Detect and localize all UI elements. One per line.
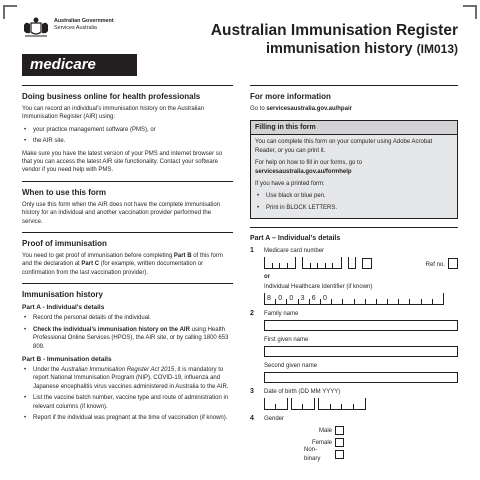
- government-wordmark: [54, 18, 114, 32]
- dob-label: Date of birth (DD MM YYYY): [264, 389, 341, 396]
- paragraph: If you have a printed form:: [255, 181, 325, 188]
- list-item: • Report if the individual was pregnant at the time of vaccination (if known).: [22, 414, 233, 422]
- filling-in-this-form-box: [250, 120, 458, 219]
- list-item: • the AIR site.: [22, 137, 233, 145]
- checkbox[interactable]: [335, 450, 344, 459]
- text: You need to get proof of immunisation before completing: [22, 253, 174, 260]
- corner-mark-top-right: [463, 5, 477, 19]
- family-name-label: Family name: [264, 311, 299, 318]
- bullet-list: [22, 314, 233, 351]
- checkbox[interactable]: [335, 438, 344, 447]
- section-heading-when-to-use: When to use this form: [22, 187, 106, 197]
- paragraph: [255, 159, 453, 176]
- paragraph: Make sure you have the latest version of your PMS and internet browser so that you can access the latest AIR site functionality. Contact your software vendor if you need help with PMS.: [22, 150, 223, 174]
- medicare-comb-group-3[interactable]: [348, 257, 356, 269]
- text: of this form and the declaration at: [22, 253, 223, 268]
- text: Under the: [33, 366, 62, 373]
- dob-field[interactable]: [264, 398, 458, 410]
- ihi-digit: [410, 299, 421, 304]
- left-top-rule: [22, 85, 233, 86]
- option-label: Non-binary: [304, 447, 321, 462]
- ihi-digit: [343, 299, 354, 304]
- section-heading-immunisation-history: Immunisation history: [22, 290, 103, 300]
- paragraph: You can record an individual’s immunisation history on the Australian Immunisation Register (AIR) using:: [22, 106, 205, 121]
- text-bold: Part C: [81, 261, 100, 268]
- text: (for example, written documentation or confirmation from the last vaccination provider).: [22, 261, 204, 276]
- ref-no-box[interactable]: [448, 258, 458, 269]
- gender-label: Gender: [264, 416, 285, 423]
- ref-no-label: Ref no.: [425, 261, 445, 268]
- subheading-part-a: Part A - Individual’s details: [22, 304, 105, 312]
- left-column: [22, 92, 233, 426]
- section-heading-proof: Proof of immunisation: [22, 239, 107, 249]
- subheading-part-b: Part B - Immunisation details: [22, 355, 112, 363]
- text: using Health Professional Online Services (HPOS), the AIR site, or by calling 1800 653 809.: [33, 326, 229, 350]
- ihi-digit: [366, 299, 377, 304]
- medicare-comb-group-1[interactable]: [264, 257, 296, 269]
- text: , it is mandatory to report National Immunisation Program (NIP), COVID-19, influenza and Japanese encephalitis virus vaccines administered in Australia to the AIR.: [33, 366, 229, 390]
- form-title: [211, 22, 458, 58]
- divider: [22, 232, 233, 233]
- ihi-digit: [332, 299, 343, 304]
- question-number: 1: [250, 247, 254, 255]
- gender-option-non-binary[interactable]: [304, 449, 344, 460]
- option-label: Male: [318, 427, 332, 434]
- paragraph: [22, 252, 233, 277]
- ihi-digit: 0: [321, 299, 332, 304]
- section-heading-doing-business: Doing business online for health professionals: [22, 92, 201, 101]
- question-number: 2: [250, 310, 254, 318]
- ihi-label: Individual Healthcare Identifier (if known): [264, 284, 373, 291]
- ihi-digit: [388, 299, 399, 304]
- text: Go to: [250, 106, 267, 112]
- divider: [22, 283, 233, 284]
- ihi-digit: 8: [265, 299, 276, 304]
- paragraph: [250, 105, 458, 113]
- list-item: • Print in BLOCK LETTERS.: [255, 204, 453, 212]
- ihi-digit: [377, 299, 388, 304]
- divider: [22, 181, 233, 182]
- text: For help on how to fill in our forms, go to: [255, 160, 363, 167]
- dob-day[interactable]: [264, 398, 288, 410]
- divider: [250, 227, 458, 228]
- list-item: • Use black or blue pen.: [255, 192, 453, 200]
- right-column: [250, 92, 458, 461]
- bullet-list: [255, 192, 453, 212]
- right-top-rule: [250, 85, 458, 86]
- question-number: 3: [250, 388, 254, 396]
- checkbox[interactable]: [335, 426, 344, 435]
- text-italic: Australian Immunisation Register Act 2015: [61, 366, 175, 373]
- paragraph: You can complete this form on your computer using Adobe Acrobat Reader, or you can print it.: [255, 139, 433, 154]
- dob-year[interactable]: [318, 398, 366, 410]
- title-line-2: [211, 40, 458, 58]
- gov-line-1: Australian Government: [54, 18, 114, 24]
- question-number: 4: [250, 415, 254, 423]
- medicare-brand-bar: medicare: [22, 54, 137, 76]
- section-heading-more-info: For more information: [250, 92, 331, 101]
- dob-month[interactable]: [291, 398, 315, 410]
- link-formhelp[interactable]: servicesaustralia.gov.au/formhelp: [255, 168, 352, 175]
- ihi-digit: 6: [310, 299, 321, 304]
- question-1: [250, 247, 458, 305]
- ihi-digit: [422, 299, 433, 304]
- bullet-list: [22, 366, 233, 422]
- form-code: (IM013): [416, 42, 458, 56]
- ihi-digit: 3: [299, 299, 310, 304]
- ihi-digit: [399, 299, 410, 304]
- medicare-comb-group-2[interactable]: [302, 257, 342, 269]
- medicare-number-label: Medicare card number: [264, 248, 325, 255]
- option-label: Female: [311, 439, 332, 446]
- ihi-digit: 0: [287, 299, 298, 304]
- ihi-digit: [355, 299, 366, 304]
- ihi-digit: [433, 299, 443, 304]
- question-4: [250, 415, 458, 460]
- text-bold: Check the individual’s immunisation history on the AIR: [33, 326, 190, 333]
- medicare-issue-box[interactable]: [362, 258, 372, 269]
- or-label: or: [264, 274, 270, 281]
- list-item: • your practice management software (PMS), or: [22, 126, 233, 134]
- first-name-field[interactable]: [264, 346, 458, 357]
- second-name-label: Second given name: [264, 363, 318, 370]
- government-logo: [22, 16, 142, 76]
- part-a-heading: Part A – Individual’s details: [250, 235, 341, 243]
- question-3: [250, 388, 458, 410]
- question-2: [250, 310, 458, 383]
- ihi-field[interactable]: [264, 293, 444, 305]
- coat-of-arms-icon: [22, 16, 50, 38]
- first-name-label: First given name: [264, 337, 309, 344]
- list-item: • Record the personal details of the individual.: [22, 314, 233, 322]
- corner-mark-top-left: [3, 5, 17, 19]
- bullet-list: [22, 126, 233, 146]
- gov-line-2: Services Australia: [54, 25, 97, 31]
- second-name-field[interactable]: [264, 372, 458, 383]
- gender-option-male[interactable]: [304, 425, 344, 436]
- family-name-field[interactable]: [264, 320, 458, 331]
- filling-box-heading: Filling in this form: [251, 121, 457, 135]
- ihi-digit: 0: [276, 299, 287, 304]
- link-hpair[interactable]: servicesaustralia.gov.au/hpair: [266, 106, 352, 112]
- paragraph: Only use this form when the AIR does not have the complete immunisation history for an individual and another vaccination provider performed the service.: [22, 201, 221, 225]
- list-item: [22, 326, 233, 351]
- text-bold: Part B: [173, 253, 192, 260]
- list-item: • List the vaccine batch number, vaccine type and route of administration in relevant columns (if known).: [22, 394, 233, 411]
- gender-options: [304, 425, 458, 460]
- title-line-2-text: immunisation history: [265, 41, 413, 57]
- title-line-1: Australian Immunisation Register: [210, 22, 458, 39]
- filling-box-body: [251, 135, 457, 218]
- medicare-number-field[interactable]: [264, 257, 458, 269]
- list-item: [22, 366, 233, 391]
